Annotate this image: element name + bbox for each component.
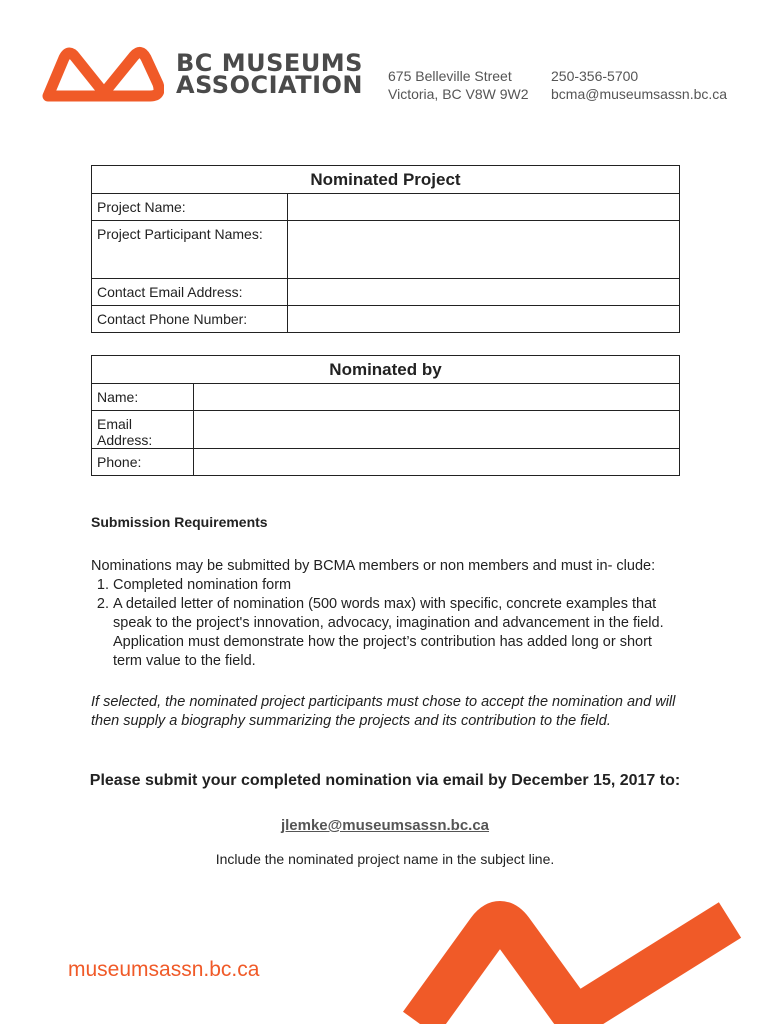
nominator-email-field[interactable] [194, 411, 680, 449]
requirements-heading: Submission Requirements [91, 514, 268, 530]
field-label: Phone: [92, 449, 194, 476]
decorative-swoosh-icon [400, 900, 770, 1024]
bcma-logo-icon [42, 44, 164, 106]
contact-phone-field[interactable] [288, 306, 680, 333]
selection-note: If selected, the nominated project participants must chose to accept the nomination and will then supply a biography summarizing the projects and its contribution to the field. [91, 694, 676, 729]
phone: 250-356-5700 [551, 68, 639, 84]
nominator-phone-field[interactable] [194, 449, 680, 476]
logo-line-2: ASSOCIATION [176, 71, 364, 99]
project-name-field[interactable] [288, 194, 680, 221]
subject-line-note: Include the nominated project name in the subject line. [215, 851, 555, 867]
logo-wordmark [176, 49, 364, 99]
website-link[interactable]: museumsassn.bc.ca [68, 958, 260, 981]
field-label: Contact Phone Number: [92, 306, 288, 333]
contact-email[interactable]: bcma@museumsassn.bc.ca [551, 86, 728, 102]
list-item: 1. Completed nomination form [113, 576, 681, 595]
requirements-list [91, 576, 681, 671]
nominated-project-table [91, 165, 680, 333]
city: Victoria, BC V8W 9W2 [388, 86, 529, 102]
participant-names-field[interactable] [288, 221, 680, 279]
field-label: Project Name: [92, 194, 288, 221]
nominated-project-title: Nominated Project [92, 166, 680, 194]
contact-email-field[interactable] [288, 279, 680, 306]
field-label: Project Participant Names: [92, 221, 288, 279]
submit-instructions: Please submit your completed nomination via email by December 15, 2017 to: [89, 772, 681, 789]
nominated-by-table [91, 355, 680, 476]
logo-line-1: BC MUSEUMS [176, 49, 363, 77]
field-label: Contact Email Address: [92, 279, 288, 306]
address-block [388, 67, 529, 103]
requirements-intro: Nominations may be submitted by BCMA members or non members and must in- clude: [91, 558, 656, 574]
list-item: 2. A detailed letter of nomination (500 words max) with specific, concrete examples that speak to the project's innovation, advocacy, imagination and advancement in the field. Application must demonstrate how the project’s contribution has added long or short term value to the field. [113, 595, 681, 671]
field-label: Name: [92, 384, 194, 411]
contact-block [551, 67, 727, 103]
submission-email-link[interactable]: jlemke@museumsassn.bc.ca [280, 817, 490, 834]
field-label: Email Address: [92, 411, 194, 449]
nominator-name-field[interactable] [194, 384, 680, 411]
nominated-by-title: Nominated by [92, 356, 680, 384]
submission-requirements [91, 513, 681, 731]
street: 675 Belleville Street [388, 68, 512, 84]
